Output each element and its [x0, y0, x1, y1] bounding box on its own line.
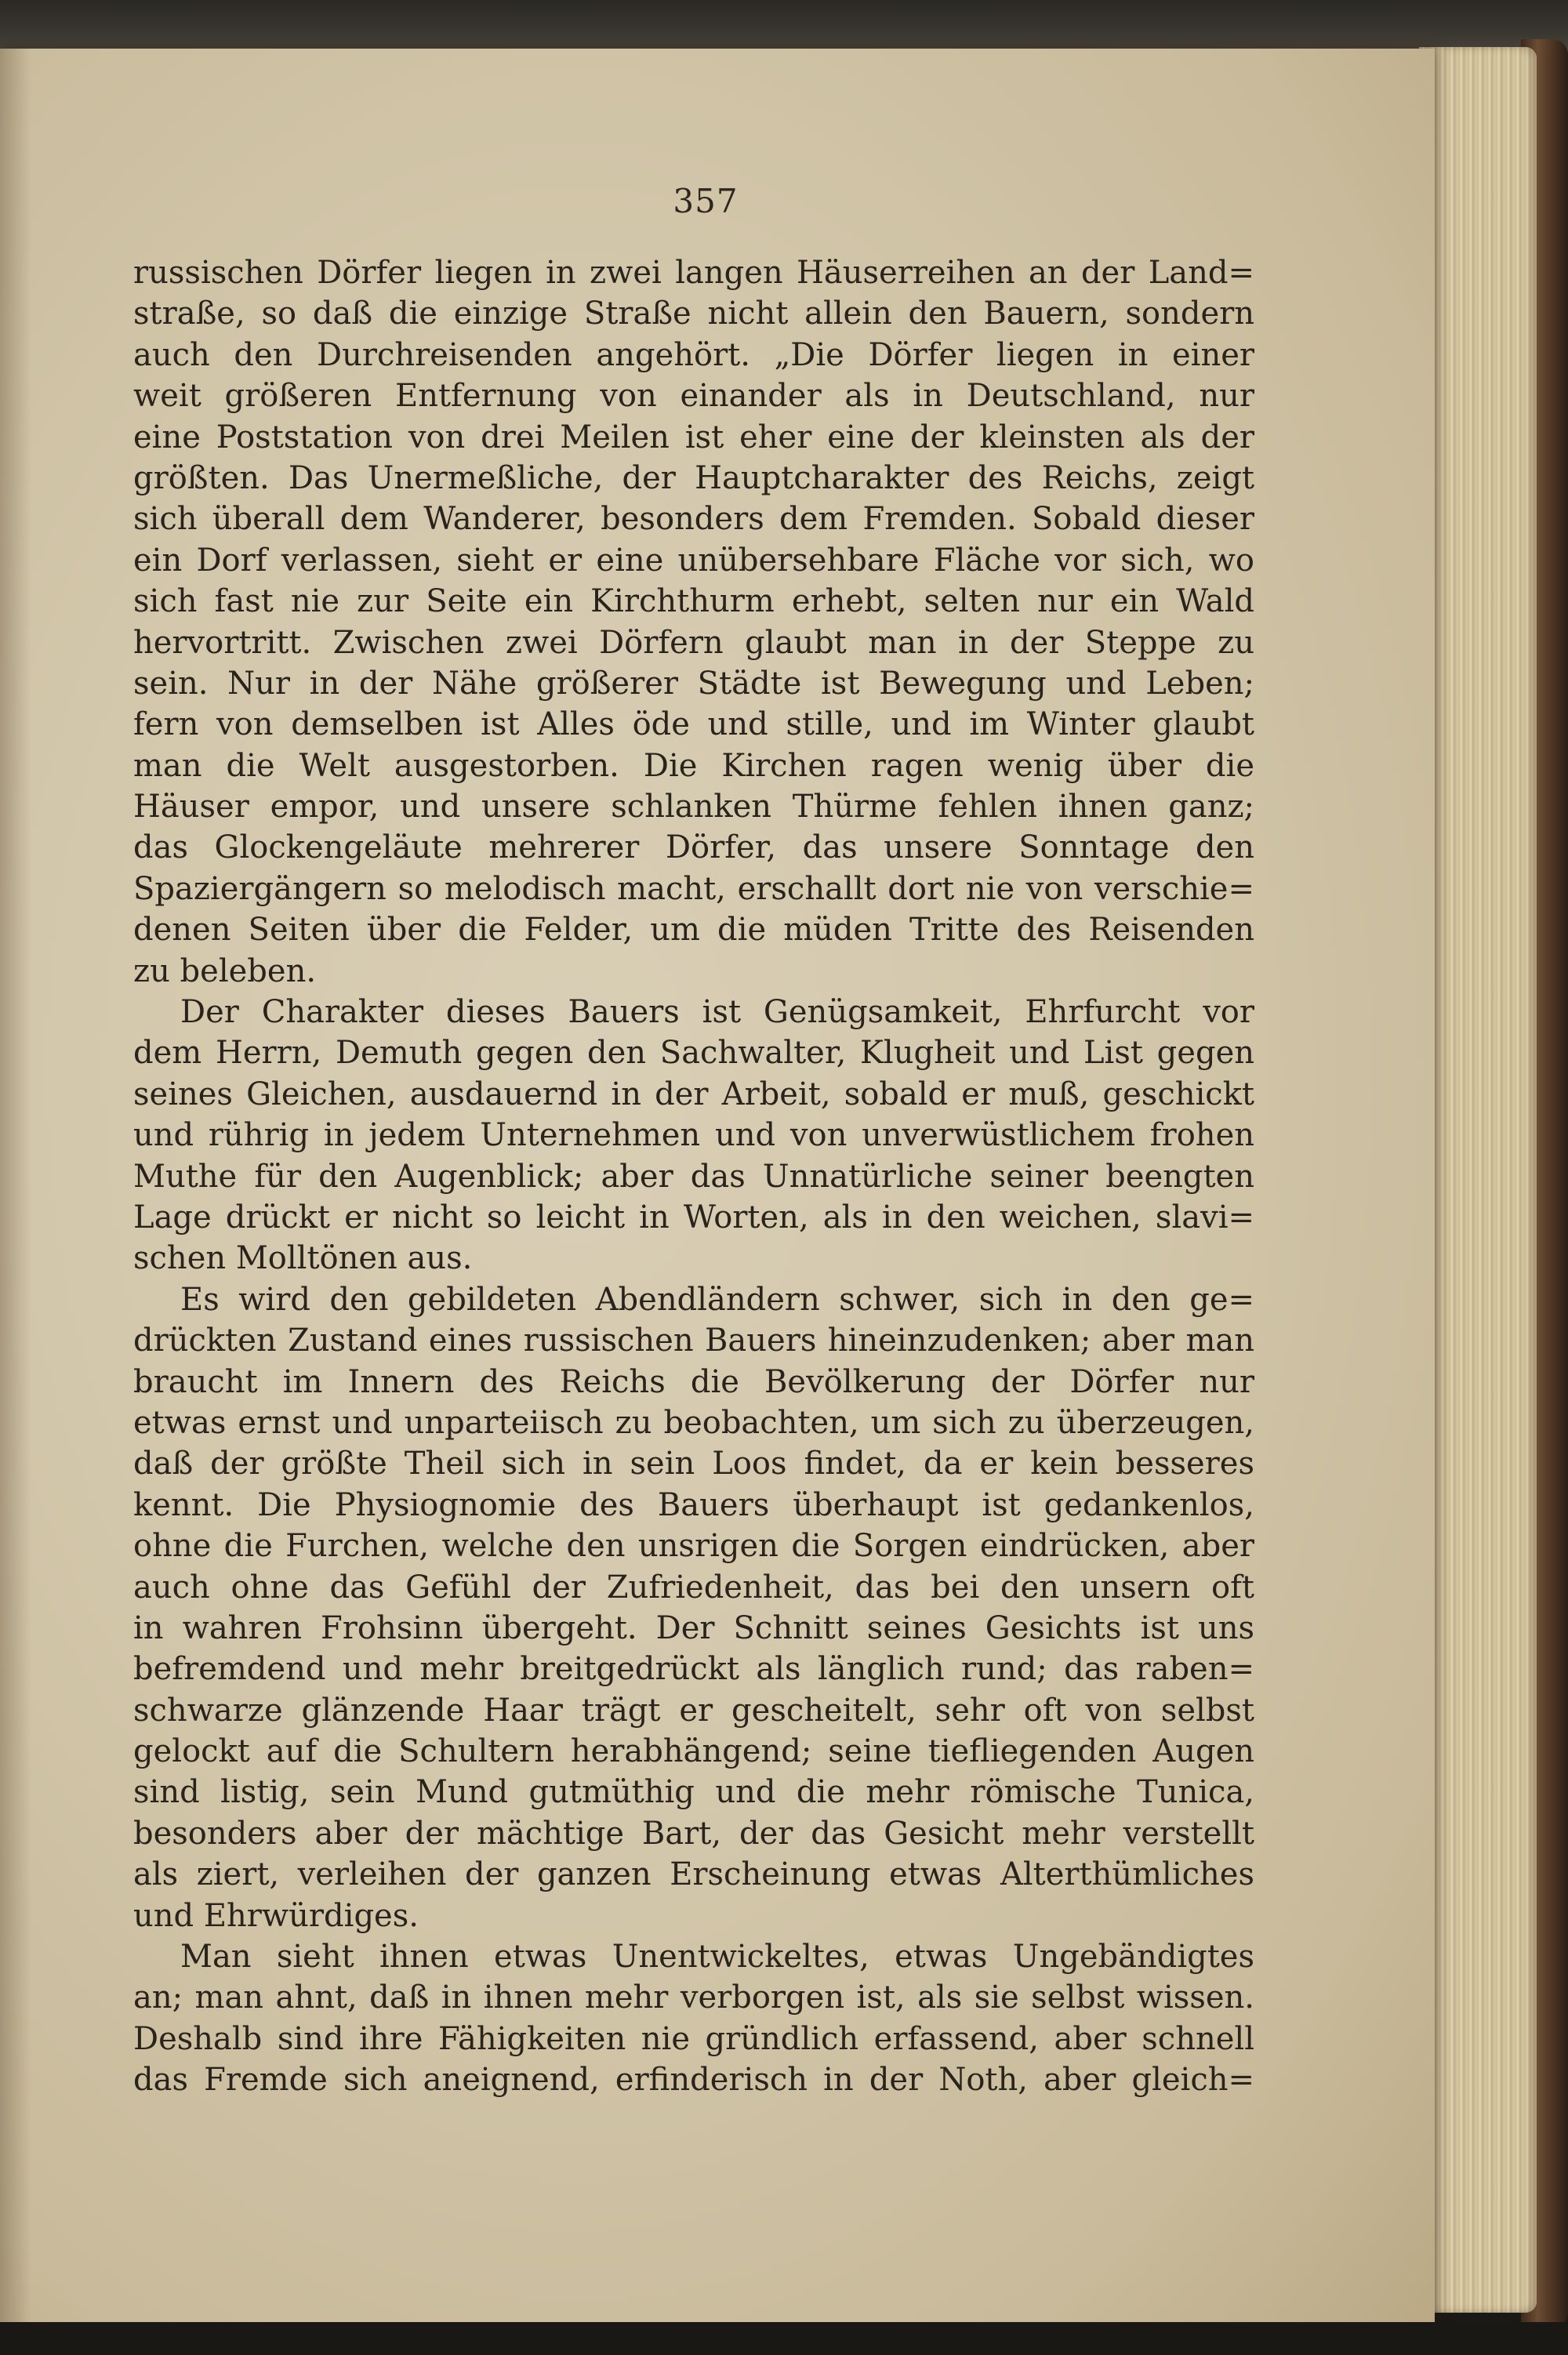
text-line: schwarze glänzende Haar trägt er gescheitelt, sehr oft von selbst	[133, 1692, 1254, 1729]
text-line: Es wird den gebildeten Abendländern schwer, sich in den ge=	[180, 1281, 1254, 1318]
text-line: fern von demselben ist Alles öde und stille, und im Winter glaubt	[133, 706, 1254, 743]
text-line: weit größeren Entfernung von einander als in Deutschland, nur	[133, 378, 1254, 415]
text-line: hervortritt. Zwischen zwei Dörfern glaubt man in der Steppe zu	[133, 624, 1254, 661]
text-line: kennt. Die Physiognomie des Bauers überhaupt ist gedankenlos,	[133, 1486, 1254, 1523]
text-line: sich fast nie zur Seite ein Kirchthurm erhebt, selten nur ein Wald	[133, 583, 1254, 620]
text-line: Man sieht ihnen etwas Unentwickeltes, etwas Ungebändigtes	[180, 1939, 1254, 1976]
page-number: 357	[673, 182, 739, 220]
text-line: man die Welt ausgestorben. Die Kirchen ragen wenig über die	[133, 747, 1254, 784]
text-line: größten. Das Unermeßliche, der Hauptcharakter des Reichs, zeigt	[133, 459, 1254, 496]
text-line: ein Dorf verlassen, sieht er eine unübersehbare Fläche vor sich, wo	[133, 542, 1254, 579]
text-line: das Fremde sich aneignend, erfinderisch in der Noth, aber gleich=	[133, 2062, 1254, 2099]
text-line: russischen Dörfer liegen in zwei langen Häuserreihen an der Land=	[133, 255, 1254, 291]
text-line: sind listig, sein Mund gutmüthig und die mehr römische Tunica,	[133, 1774, 1254, 1811]
text-line: straße, so daß die einzige Straße nicht allein den Bauern, sondern	[133, 296, 1254, 332]
text-line: auch den Durchreisenden angehört. „Die Dörfer liegen in einer	[133, 336, 1254, 373]
text-line: seines Gleichen, ausdauernd in der Arbeit, sobald er muß, geschickt	[133, 1076, 1254, 1112]
binding-top-edge	[0, 0, 1568, 55]
text-line: Deshalb sind ihre Fähigkeiten nie gründlich erfassend, aber schnell	[133, 2020, 1254, 2057]
text-line: Lage drückt er nicht so leicht in Worten, als in den weichen, slavi=	[133, 1199, 1254, 1236]
text-line: auch ohne das Gefühl der Zufriedenheit, das bei den unsern oft	[133, 1569, 1254, 1606]
text-line: als ziert, verleihen der ganzen Erscheinung etwas Alterthümliches	[133, 1856, 1254, 1893]
page-stack-edge	[1419, 47, 1537, 2313]
body-text	[133, 252, 1254, 2101]
text-line: dem Herrn, Demuth gegen den Sachwalter, Klugheit und List gegen	[133, 1035, 1254, 1072]
text-line: das Glockengeläute mehrerer Dörfer, das unsere Sonntage den	[133, 829, 1254, 866]
text-line: ohne die Furchen, welche den unsrigen die Sorgen eindrücken, aber	[133, 1528, 1254, 1565]
text-line: befremdend und mehr breitgedrückt als länglich rund; das raben=	[133, 1651, 1254, 1688]
text-line: besonders aber der mächtige Bart, der das Gesicht mehr verstellt	[133, 1815, 1254, 1852]
text-line: denen Seiten über die Felder, um die müden Tritte des Reisenden	[133, 912, 1254, 949]
text-line: braucht im Innern des Reichs die Bevölkerung der Dörfer nur	[133, 1363, 1254, 1400]
text-line: sein. Nur in der Nähe größerer Städte ist Bewegung und Leben;	[133, 665, 1254, 702]
text-line: etwas ernst und unparteiisch zu beobachten, um sich zu überzeugen,	[133, 1404, 1254, 1441]
background-bottom	[0, 2322, 1568, 2355]
text-line: drückten Zustand eines russischen Bauers hineinzudenken; aber man	[133, 1323, 1254, 1359]
text-line: und rührig in jedem Unternehmen und von unverwüstlichem frohen	[133, 1117, 1254, 1154]
text-line: Der Charakter dieses Bauers ist Genügsamkeit, Ehrfurcht vor	[180, 994, 1254, 1031]
text-line: Spaziergängern so melodisch macht, erschallt dort nie von verschie=	[133, 870, 1254, 907]
text-line: schen Molltönen aus.	[133, 1240, 473, 1277]
text-line: Muthe für den Augenblick; aber das Unnatürliche seiner beengten	[133, 1158, 1254, 1195]
text-line: in wahren Frohsinn übergeht. Der Schnitt seines Gesichts ist uns	[133, 1609, 1254, 1646]
text-line: daß der größte Theil sich in sein Loos findet, da er kein besseres	[133, 1446, 1254, 1482]
text-line: an; man ahnt, daß in ihnen mehr verborgen ist, als sie selbst wissen.	[133, 1979, 1254, 2016]
text-line: sich überall dem Wanderer, besonders dem Fremden. Sobald dieser	[133, 501, 1254, 538]
text-line: und Ehrwürdiges.	[133, 1897, 419, 1934]
text-line: gelockt auf die Schultern herabhängend; seine tiefliegenden Augen	[133, 1733, 1254, 1770]
text-line: Häuser empor, und unsere schlanken Thürme fehlen ihnen ganz;	[133, 789, 1254, 826]
text-line: eine Poststation von drei Meilen ist eher eine der kleinsten als der	[133, 419, 1254, 455]
gutter-shadow	[0, 49, 31, 2322]
text-line: zu beleben.	[133, 953, 317, 989]
